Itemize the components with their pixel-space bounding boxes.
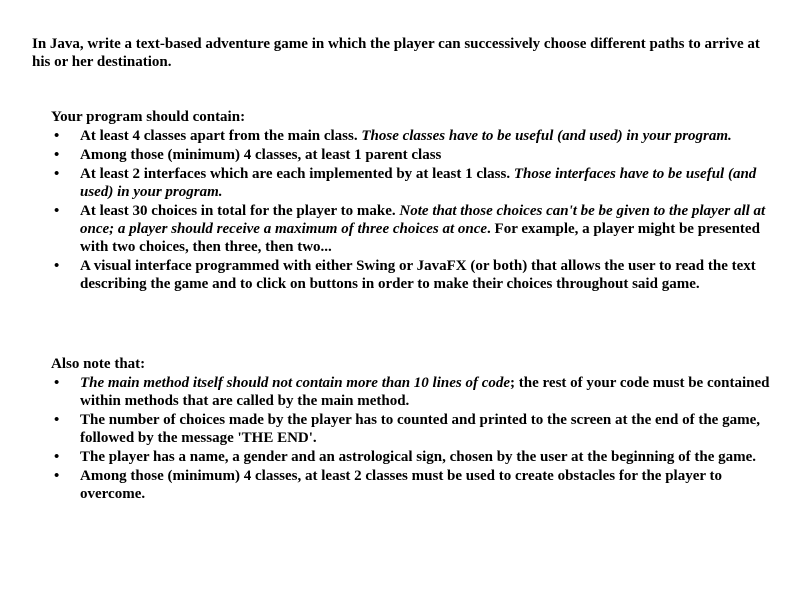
list-item (51, 448, 781, 466)
item-text: A visual interface programmed with either Swing or JavaFX (or both) that allows the user to read the text describing the game and to click on buttons in order to make their choices throughout said game. (80, 258, 756, 292)
bullet-icon: • (54, 412, 60, 428)
list-item (51, 467, 781, 503)
requirements-heading: Your program should contain: (51, 109, 246, 125)
item-text: ; the rest of your code must be contained within methods that are called by the main method. (80, 375, 770, 409)
item-text: . For example, a player might be presented with two choices, then three, then two... (80, 221, 760, 255)
bullet-icon: • (54, 449, 60, 465)
bullet-icon: • (54, 203, 60, 219)
item-text: At least 30 choices in total for the player to make. (80, 203, 400, 219)
item-text: At least 4 classes apart from the main class. (80, 128, 362, 144)
intro-paragraph: In Java, write a text-based adventure game in which the player can successively choose different paths to arrive at his or her destination. (32, 36, 760, 70)
list-item (51, 257, 781, 293)
bullet-icon: • (54, 468, 60, 484)
emphasis-text: The main method itself should not contain more than 10 lines of code (80, 375, 511, 391)
emphasis-text: Note that those choices can't be be given to the player all at once; a player should receive a maximum of three choices at once (80, 203, 766, 237)
notes-heading: Also note that: (51, 356, 146, 372)
item-text: The number of choices made by the player has to counted and printed to the screen at the end of the game, followed by the message 'THE END'. (80, 412, 760, 446)
emphasis-text: Those classes have to be useful (and used) in your program. (361, 128, 732, 144)
item-text: Among those (minimum) 4 classes, at least 1 parent class (80, 147, 442, 163)
bullet-icon: • (54, 128, 60, 144)
list-item (51, 146, 781, 164)
bullet-icon: • (54, 258, 60, 274)
item-text: At least 2 interfaces which are each implemented by at least 1 class. (80, 166, 514, 182)
item-text: The player has a name, a gender and an astrological sign, chosen by the user at the beginning of the game. (80, 449, 757, 465)
list-item (51, 411, 781, 447)
list-item (51, 202, 781, 256)
bullet-icon: • (54, 147, 60, 163)
list-item (51, 127, 781, 145)
list-item (51, 374, 781, 410)
requirements-section (51, 108, 781, 293)
bullet-icon: • (54, 375, 60, 391)
item-text: Among those (minimum) 4 classes, at least 2 classes must be used to create obstacles for the player to overcome. (80, 468, 723, 502)
list-item (51, 165, 781, 201)
notes-section (51, 355, 781, 503)
bullet-icon: • (54, 166, 60, 182)
requirements-list (51, 127, 781, 293)
emphasis-text: Those interfaces have to be useful (and used) in your program. (80, 166, 757, 200)
notes-list (51, 374, 781, 503)
